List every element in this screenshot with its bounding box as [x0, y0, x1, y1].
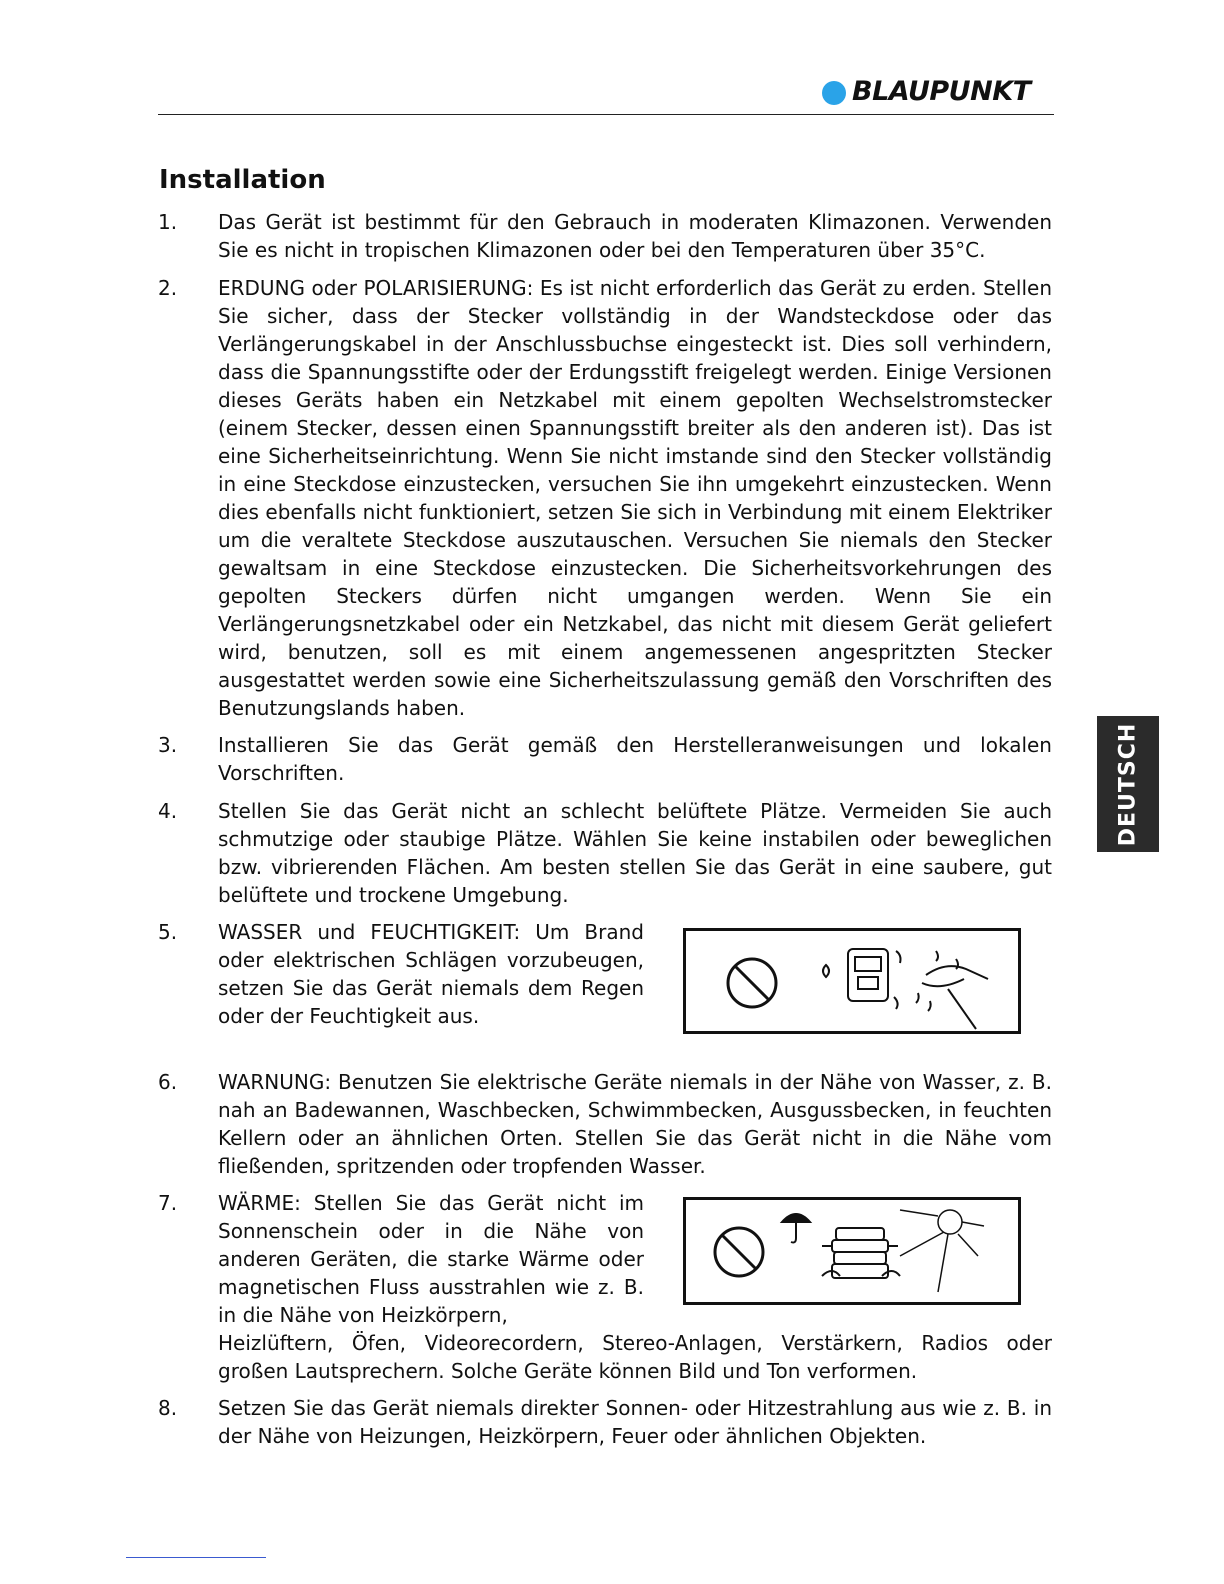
header-rule	[158, 114, 1054, 115]
wet-device-icon	[823, 949, 901, 1009]
list-item	[158, 797, 1052, 909]
section-title: Installation	[159, 165, 326, 195]
list-item	[158, 208, 1052, 264]
item-number: 3.	[158, 733, 178, 757]
footer-line	[126, 1557, 266, 1558]
list-item	[158, 731, 1052, 787]
umbrella-icon	[782, 1214, 810, 1243]
item-text: ERDUNG oder POLARISIERUNG: Es ist nicht erforderlich das Gerät zu erden. Stellen Sie sicher, dass der Stecker vollständig in der Wandsteckdose oder das Verlängerungskabel in der Anschlussbuchse eingesteckt ist. Dies soll verhindern, dass die Spannungsstifte oder der Erdungsstift freigelegt werden. Einige Versionen dieses Geräts haben ein Netzkabel mit einem gepolten Wechselstromstecker (einem Stecker, dessen einen Spannungsstift breiter als den anderen ist). Das ist eine Sicherheitseinrichtung. Wenn Sie nicht imstande sind den Stecker vollständig in eine Steckdose einzustecken, versuchen Sie ihn umgekehrt einzustecken. Wenn dies ebenfalls nicht funktioniert, setzen Sie sich in Verbindung mit einem Elektriker um die veraltete Steckdose auszutauschen. Versuchen Sie niemals den Stecker gewaltsam in eine Steckdose einzustecken. Die Sicherheitsvorkehrungen des gepolten Steckers dürfen nicht umgangen werden. Wenn Sie ein Verlängerungsnetzkabel oder ein Netzkabel, das nicht mit diesem Gerät geliefert wird, benutzen, soll es mit einem angemessenen angespritzten Stecker ausgestattet werden sowie eine Sicherheitszulassung gemäß den Vorschriften des Benutzungslands haben.	[218, 276, 1052, 720]
item-number: 4.	[158, 799, 178, 823]
list-item	[158, 1394, 1052, 1450]
sun-icon	[900, 1210, 984, 1292]
heat-warning-illustration	[683, 1197, 1021, 1305]
hand-pouring-icon	[916, 951, 988, 1029]
stacked-device-icon	[822, 1228, 900, 1278]
brand-name: BLAUPUNKT	[852, 76, 1031, 107]
list-item	[158, 274, 1052, 722]
item-number: 2.	[158, 276, 178, 300]
list-item	[158, 1068, 1052, 1180]
prohibited-icon	[715, 1228, 763, 1276]
item-number: 5.	[158, 920, 178, 944]
brand-logo	[822, 76, 1031, 108]
language-tab	[1097, 716, 1159, 852]
item-text: WASSER und FEUCHTIGKEIT: Um Brand oder elektrischen Schlägen vorzubeugen, setzen Sie das Gerät niemals dem Regen oder der Feuchtigkeit aus.	[218, 920, 644, 1028]
item-text: Installieren Sie das Gerät gemäß den Herstelleranweisungen und lokalen Vorschriften.	[218, 733, 1052, 785]
item-number: 6.	[158, 1070, 178, 1094]
item-text: Setzen Sie das Gerät niemals direkter Sonnen- oder Hitzestrahlung aus wie z. B. in der Nähe von Heizungen, Heizkörpern, Feuer oder ähnlichen Objekten.	[218, 1396, 1052, 1448]
brand-dot-icon	[822, 81, 846, 105]
item-number: 7.	[158, 1191, 178, 1215]
item-number: 1.	[158, 210, 178, 234]
language-tab-label: DEUTSCH	[1115, 722, 1141, 846]
item-text: Das Gerät ist bestimmt für den Gebrauch in moderaten Klimazonen. Verwenden Sie es nicht in tropischen Klimazonen oder bei den Temperaturen über 35°C.	[218, 210, 1052, 262]
item-text: Stellen Sie das Gerät nicht an schlecht belüftete Plätze. Vermeiden Sie auch schmutzige oder staubige Plätze. Wählen Sie keine instabilen oder beweglichen bzw. vibrierenden Flächen. Am besten stellen Sie das Gerät in eine saubere, gut belüftete und trockene Umgebung.	[218, 799, 1052, 907]
item-text: WARNUNG: Benutzen Sie elektrische Geräte niemals in der Nähe von Wasser, z. B. nah an Badewannen, Waschbecken, Schwimmbecken, Ausgussbecken, in feuchten Kellern oder an ähnlichen Orten. Stellen Sie das Gerät nicht in die Nähe vom fließenden, spritzenden oder tropfenden Wasser.	[218, 1070, 1052, 1178]
item-text: WÄRME: Stellen Sie das Gerät nicht im Sonnenschein oder in die Nähe von anderen Geräten, die starke Wärme oder magnetischen Fluss ausstrahlen wie z. B. in die Nähe von Heizkörpern,	[218, 1191, 644, 1327]
water-warning-illustration	[683, 928, 1021, 1034]
prohibited-icon	[728, 959, 776, 1007]
item-text-continued: Heizlüftern, Öfen, Videorecordern, Stereo-Anlagen, Verstärkern, Radios oder großen Lautsprechern. Solche Geräte können Bild und Ton verformen.	[218, 1331, 1052, 1383]
item-number: 8.	[158, 1396, 178, 1420]
